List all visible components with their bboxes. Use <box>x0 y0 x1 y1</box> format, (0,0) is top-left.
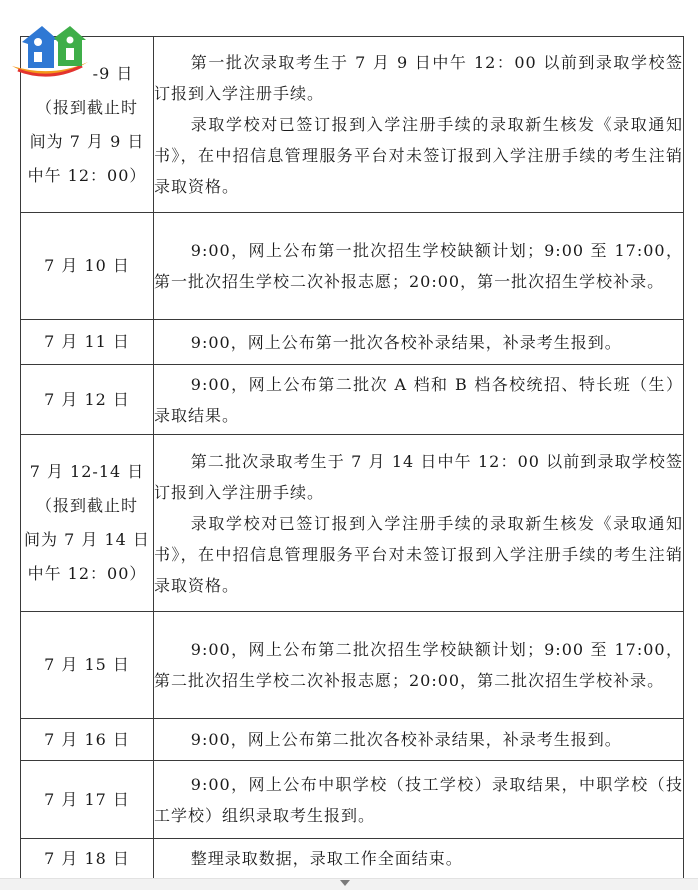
paragraph: 第二批次录取考生于 7 月 14 日中午 12：00 以前到录取学校签订报到入学注册手续。 <box>154 451 683 502</box>
date-cell <box>21 839 154 879</box>
description-cell <box>154 761 684 839</box>
paragraph: 9:00，网上公布第一批次招生学校缺额计划；9:00 至 17:00，第一批次招生学校二次补报志愿；20:00，第一批次招生学校补录。 <box>154 241 683 291</box>
paragraph: 录取学校对已签订报到入学注册手续的录取新生核发《录取通知书》，在中招信息管理服务平台对未签订报到入学注册手续的考生注销录取资格。 <box>154 513 683 595</box>
date-line: 7 月 12-14 日 <box>29 462 145 481</box>
site-logo-icon <box>8 22 92 84</box>
date-line: 中午 12：00） <box>27 564 147 583</box>
date-cell <box>21 213 154 320</box>
date-line: 7 月 16 日 <box>44 729 130 749</box>
description-cell <box>154 612 684 719</box>
date-cell <box>21 365 154 435</box>
table-row <box>21 365 684 435</box>
description-cell <box>154 719 684 761</box>
date-line: 7 月 12 日 <box>44 389 130 409</box>
table-row <box>21 761 684 839</box>
paragraph: 录取学校对已签订报到入学注册手续的录取新生核发《录取通知书》，在中招信息管理服务平台对未签订报到入学注册手续的考生注销录取资格。 <box>154 115 683 196</box>
table-row <box>21 213 684 320</box>
paragraph: 9:00，网上公布第二批次 A 档和 B 档各校统招、特长班（生）录取结果。 <box>154 374 683 425</box>
table-row <box>21 435 684 612</box>
date-line: （报到截止时 <box>35 496 138 515</box>
description-cell <box>154 435 684 612</box>
table-row <box>21 320 684 365</box>
admission-schedule-table <box>20 36 684 879</box>
date-line: 7 月 10 日 <box>44 256 130 275</box>
description-cell <box>154 365 684 435</box>
description-cell <box>154 839 684 879</box>
paragraph: 9:00，网上公布中职学校（技工学校）录取结果，中职学校（技工学校）组织录取考生报到。 <box>154 774 683 825</box>
date-line: 7 月 11 日 <box>44 332 130 351</box>
description-cell <box>154 213 684 320</box>
table-row <box>21 719 684 761</box>
date-cell <box>21 435 154 612</box>
paragraph: 整理录取数据，录取工作全面结束。 <box>190 849 463 868</box>
table-row <box>21 612 684 719</box>
paragraph: 9:00，网上公布第二批次各校补录结果，补录考生报到。 <box>190 730 622 749</box>
date-line: 7 月 17 日 <box>44 789 130 809</box>
date-line: -9 日 <box>92 63 134 83</box>
date-cell <box>21 761 154 839</box>
date-line: 中午 12：00） <box>27 165 147 185</box>
paragraph: 9:00，网上公布第二批次招生学校缺额计划；9:00 至 17:00，第二批次招生学校二次补报志愿；20:00，第二批次招生学校补录。 <box>154 640 683 690</box>
date-line: 7 月 15 日 <box>44 655 130 674</box>
description-cell <box>154 320 684 365</box>
date-line: 间为 7 月 9 日 <box>29 131 145 151</box>
description-cell <box>154 37 684 213</box>
date-line: 7 月 18 日 <box>44 848 130 868</box>
table-row <box>21 37 684 213</box>
date-cell <box>21 320 154 365</box>
table-row <box>21 839 684 879</box>
date-line: 间为 7 月 14 日 <box>24 530 150 549</box>
scroll-down-caret-icon[interactable] <box>340 880 350 886</box>
date-cell <box>21 612 154 719</box>
date-line: （报到截止时 <box>35 97 138 117</box>
paragraph: 9:00，网上公布第一批次各校补录结果，补录考生报到。 <box>190 332 622 352</box>
date-cell <box>21 719 154 761</box>
paragraph: 第一批次录取考生于 7 月 9 日中午 12：00 以前到录取学校签订报到入学注册手续。 <box>154 53 683 103</box>
